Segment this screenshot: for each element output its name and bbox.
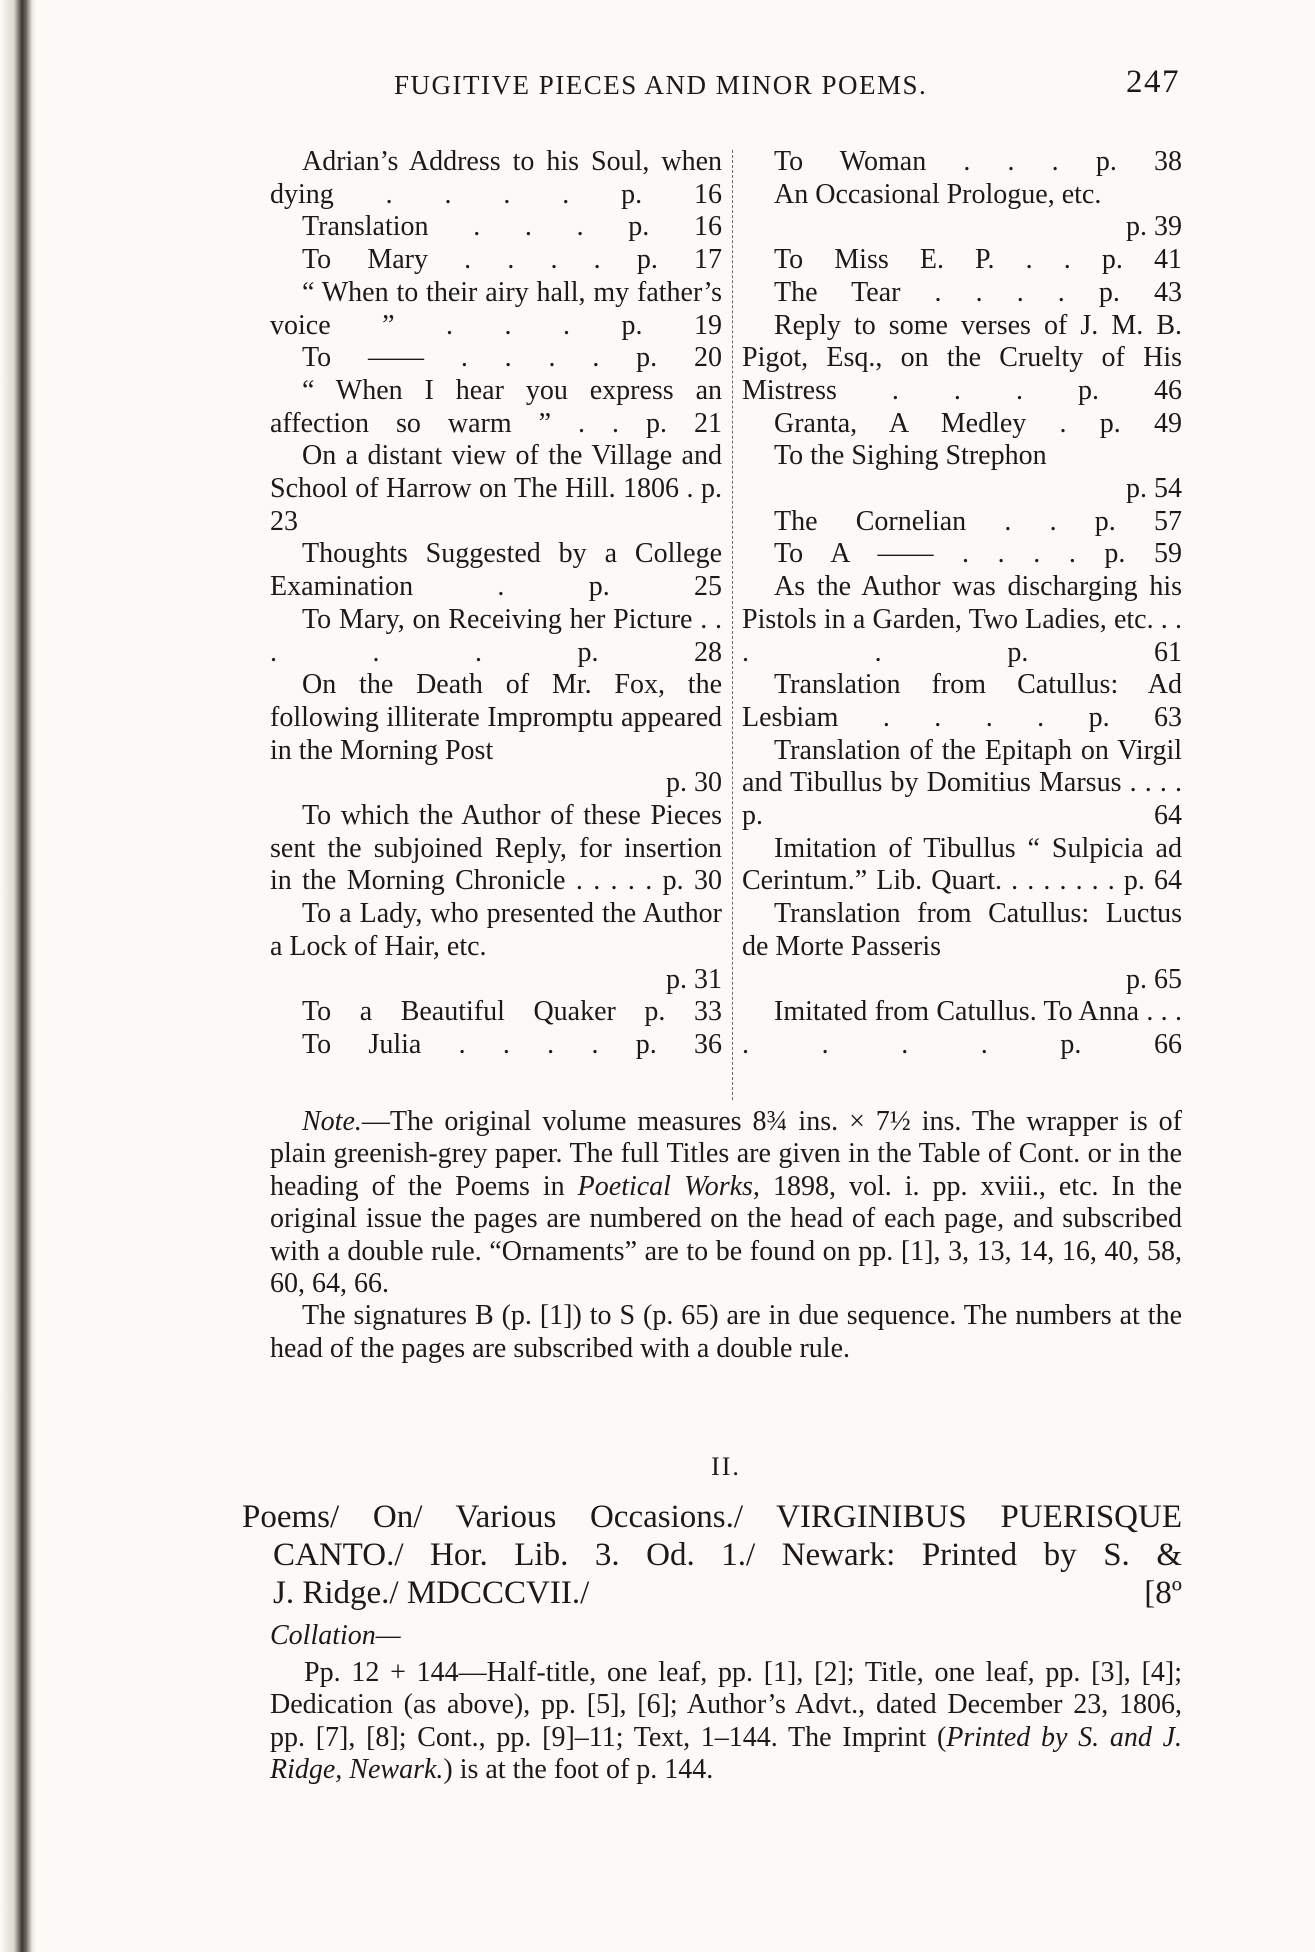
contents-entry: Imitated from Catullus. To Anna . . . . . . . p. 66 bbox=[742, 996, 1182, 1060]
contents-entry: The Cornelian . . p. 57 bbox=[774, 505, 1182, 537]
contents-entry: Adrian’s Address to his Soul, when dying . . . . p. 16 bbox=[270, 146, 722, 210]
contents-entry: The Tear . . . . p. 43 bbox=[774, 276, 1182, 308]
collation-heading: Collation— bbox=[270, 1620, 401, 1651]
contents-left-column bbox=[270, 146, 722, 1062]
contents-columns bbox=[270, 146, 1182, 1106]
note-paragraph: The signatures B (p. [1]) to S (p. 65) are in due sequence. The numbers at the head of the pages are subscribed with a double rule. bbox=[270, 1300, 1182, 1364]
contents-entry: Granta, A Medley . p. 49 bbox=[774, 407, 1182, 439]
contents-entry: To Mary, on Receiving her Picture . . . . . p. 28 bbox=[270, 603, 722, 668]
title-line: J. Ridge./ MDCCCVII./ [8º bbox=[273, 1575, 1182, 1611]
contents-entry: Reply to some verses of J. M. B. Pigot, Esq., on the Cruelty of His Mistress . . . p. 46 bbox=[742, 309, 1182, 406]
collation-text: Pp. 12 + 144—Half-title, one leaf, pp. [1], [2]; Title, one leaf, pp. [3], [4]; Dedication (as above), pp. [5], [6]; Author’s Advt., dated December 23, 1806, pp. [7], [8]; Cont., pp. [9]–11; Text, 1–144. The Imprint (Printed by S. and J. Ridge, Newark.) is at the foot of p. 144. bbox=[270, 1657, 1183, 1786]
contents-entry: “ When I hear you express an affection so warm ” . . p. 21 bbox=[270, 374, 722, 439]
contents-entry: Thoughts Suggested by a College Examination . p. 25 bbox=[270, 538, 722, 603]
contents-entry: To a Beautiful Quaker p. 33 bbox=[302, 996, 722, 1028]
contents-entry: To which the Author of these Pieces sent the subjoined Reply, for insertion in the Morning Chronicle . . . . . p. 30 bbox=[270, 800, 722, 897]
bibliographic-title bbox=[242, 1498, 1182, 1612]
contents-entry: Translation from Catullus: Luctus de Morte Passeris bbox=[742, 898, 1182, 962]
note-paragraph: Note.—The original volume measures 8¾ ins. × 7½ ins. The wrapper is of plain greenish-grey paper. The full Titles are given in the Table of Cont. or in the heading of the Poems in Poetical Works, 1898, vol. i. pp. xviii., etc. In the original issue the pages are numbered on the head of each page, and subscribed with a double rule. “Ornaments” are to be found on pp. [1], 3, 13, 14, 16, 40, 58, 60, 64, 66. bbox=[270, 1106, 1183, 1300]
contents-right-column bbox=[742, 146, 1182, 1062]
contents-entry: To a Lady, who presented the Author a Lock of Hair, etc. bbox=[270, 898, 722, 962]
contents-entry-page: p. 39 bbox=[1126, 211, 1182, 243]
contents-entry: Translation . . . p. 16 bbox=[302, 211, 722, 243]
contents-entry: “ When to their airy hall, my father’s voice ” . . . p. 19 bbox=[270, 276, 722, 341]
contents-entry: On the Death of Mr. Fox, the following illiterate Impromptu appeared in the Morning Post bbox=[270, 669, 722, 766]
contents-entry: Translation of the Epitaph on Virgil and Tibullus by Domitius Marsus . . . . p. 64 bbox=[742, 734, 1182, 832]
contents-entry-page: p. 31 bbox=[666, 963, 722, 995]
note-block bbox=[270, 1106, 1182, 1365]
contents-entry-page: p. 65 bbox=[1126, 963, 1182, 995]
section-number: II. bbox=[711, 1452, 741, 1481]
contents-entry: To Julia . . . . p. 36 bbox=[302, 1028, 722, 1060]
note-label: Note. bbox=[302, 1106, 362, 1137]
page-header bbox=[300, 64, 1180, 104]
contents-entry-page: p. 30 bbox=[666, 767, 722, 799]
contents-entry: To Woman . . . p. 38 bbox=[774, 146, 1182, 177]
contents-entry: On a distant view of the Village and School of Harrow on The Hill. 1806 . p. 23 bbox=[270, 440, 722, 537]
book-binding-shadow bbox=[0, 0, 36, 1952]
format-mark: [8º bbox=[1144, 1575, 1182, 1611]
title-line: CANTO./ Hor. Lib. 3. Od. 1./ Newark: Printed by S. & bbox=[273, 1537, 1182, 1573]
contents-entry: To the Sighing Strephon bbox=[774, 440, 1047, 472]
contents-entry: To A —— . . . . p. 59 bbox=[774, 538, 1182, 570]
contents-entry: To Mary . . . . p. 17 bbox=[302, 244, 722, 276]
contents-entry: An Occasional Prologue, etc. bbox=[774, 178, 1102, 210]
contents-entry: As the Author was discharging his Pistols in a Garden, Two Ladies, etc. . . . . p. 61 bbox=[742, 571, 1182, 668]
contents-entry: To —— . . . . p. 20 bbox=[302, 342, 722, 374]
title-line: Poems/ On/ Various Occasions./ VIRGINIBUS PUERISQUE bbox=[242, 1499, 1182, 1535]
contents-entry: Imitation of Tibullus “ Sulpicia ad Cerintum.” Lib. Quart. . . . . . . . p. 64 bbox=[742, 832, 1182, 897]
page-number: 247 bbox=[1126, 64, 1180, 100]
running-title: FUGITIVE PIECES AND MINOR POEMS. bbox=[394, 70, 928, 100]
column-divider bbox=[732, 150, 733, 1100]
contents-entry: To Miss E. P. . . p. 41 bbox=[774, 244, 1182, 276]
contents-entry: Translation from Catullus: Ad Lesbiam . . . . p. 63 bbox=[742, 669, 1182, 733]
contents-entry-page: p. 54 bbox=[1126, 473, 1182, 505]
